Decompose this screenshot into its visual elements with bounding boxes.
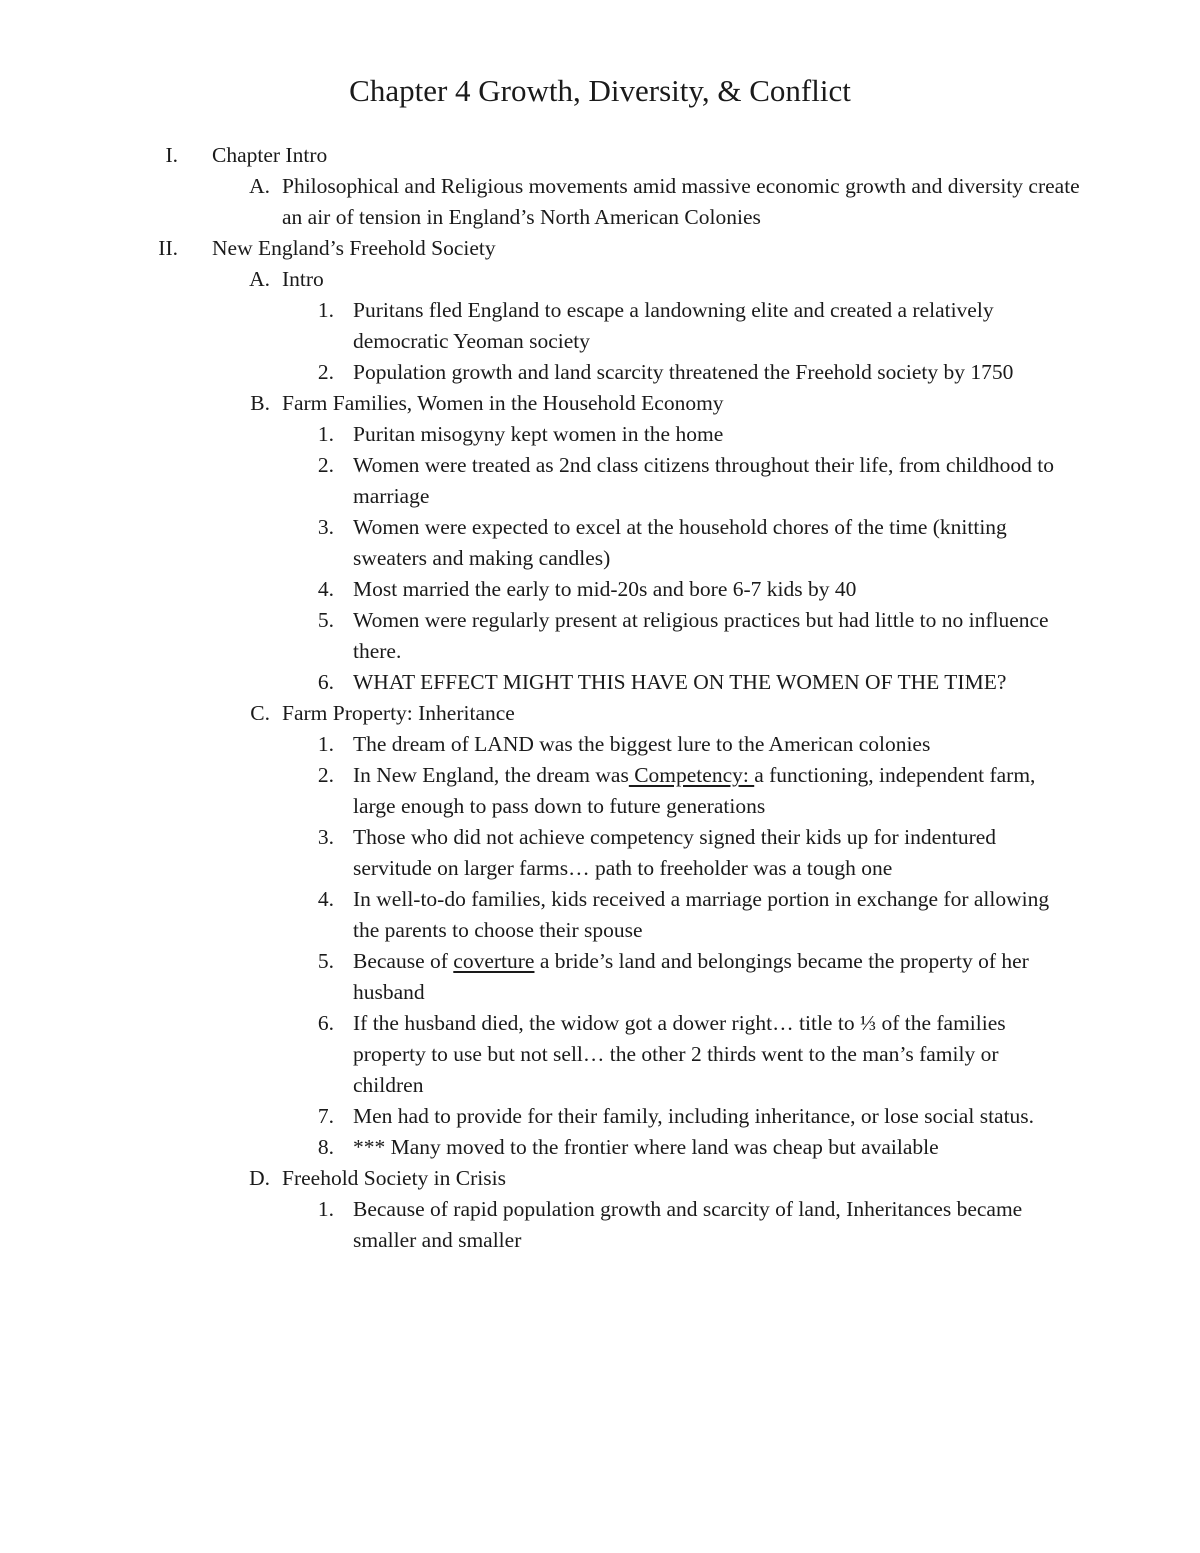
list-item-text: WHAT EFFECT MIGHT THIS HAVE ON THE WOMEN OF THE TIME? — [353, 670, 1007, 694]
outline-marker: II. — [158, 236, 178, 260]
list-item-text — [353, 760, 1065, 822]
list-item-text: Women were treated as 2nd class citizens throughout their life, from childhood to marriage — [353, 453, 1054, 508]
text-run: In New England, the dream was — [353, 763, 629, 787]
outline-marker: C. — [250, 701, 270, 725]
subsection-heading: Farm Families, Women in the Household Economy — [282, 391, 724, 415]
list-item-text: Puritan misogyny kept women in the home — [353, 422, 724, 446]
list-item-text: Because of rapid population growth and scarcity of land, Inheritances became smaller and smaller — [353, 1197, 1023, 1252]
subsection-farm-families — [0, 388, 1200, 419]
list-item — [0, 1132, 1200, 1163]
outline-marker: B. — [250, 391, 270, 415]
list-item-text: Puritans fled England to escape a landowning elite and created a relatively democratic Yeoman society — [353, 298, 994, 353]
subsection-crisis — [0, 1163, 1200, 1194]
list-item-text: Women were regularly present at religious practices but had little to no influence there. — [353, 608, 1049, 663]
outline-marker: 5. — [317, 949, 334, 973]
list-item-text: The dream of LAND was the biggest lure to the American colonies — [353, 732, 931, 756]
outline-marker: 1. — [317, 732, 334, 756]
outline-marker: 5. — [317, 608, 334, 632]
list-item-text: In well-to-do families, kids received a marriage portion in exchange for allowing the parents to choose their spouse — [353, 887, 1050, 942]
outline-marker: I. — [165, 143, 178, 167]
list-item — [0, 295, 1200, 357]
subsection-farm-property — [0, 698, 1200, 729]
subsection-heading: Farm Property: Inheritance — [282, 701, 515, 725]
list-item — [0, 1101, 1200, 1132]
outline-marker: 6. — [317, 1011, 334, 1035]
list-item — [0, 574, 1200, 605]
outline-marker: 4. — [317, 577, 334, 601]
outline-marker: 1. — [317, 298, 334, 322]
section-chapter-intro — [0, 140, 1200, 171]
text-run: a functioning, independent farm, large enough to pass down to future generations — [353, 763, 1036, 818]
subsection-heading: Freehold Society in Crisis — [282, 1166, 506, 1190]
outline-marker: 1. — [317, 422, 334, 446]
list-item-text: *** Many moved to the frontier where land was cheap but available — [353, 1135, 939, 1159]
text-run: Because of — [353, 949, 454, 973]
subsection-item — [0, 171, 1200, 233]
list-item — [0, 1008, 1200, 1101]
list-item — [0, 760, 1200, 822]
list-item-text: Population growth and land scarcity threatened the Freehold society by 1750 — [353, 360, 1014, 384]
subsection-heading: Intro — [282, 267, 324, 291]
list-item — [0, 419, 1200, 450]
outline-marker: 3. — [317, 825, 334, 849]
section-freehold-society — [0, 233, 1200, 264]
outline-marker: A. — [249, 174, 270, 198]
subsection-intro — [0, 264, 1200, 295]
list-item-text: Men had to provide for their family, including inheritance, or lose social status. — [353, 1104, 1035, 1128]
list-item — [0, 884, 1200, 946]
outline-marker: 2. — [317, 763, 334, 787]
outline-marker: D. — [249, 1166, 270, 1190]
outline-marker: 2. — [317, 360, 334, 384]
outline — [0, 140, 1200, 1256]
list-item-text: Those who did not achieve competency signed their kids up for indentured servitude on larger farms… path to freeholder was a tough one — [353, 825, 997, 880]
list-item — [0, 512, 1200, 574]
text-run: a bride’s land and belongings became the property of her husband — [353, 949, 1029, 1004]
section-heading: Chapter Intro — [212, 143, 328, 167]
list-item — [0, 450, 1200, 512]
list-item-text: Women were expected to excel at the household chores of the time (knitting sweaters and making candles) — [353, 515, 1007, 570]
list-item — [0, 822, 1200, 884]
section-heading: New England’s Freehold Society — [212, 236, 496, 260]
list-item — [0, 729, 1200, 760]
outline-marker: A. — [249, 267, 270, 291]
outline-marker: 8. — [317, 1135, 334, 1159]
document-title: Chapter 4 Growth, Diversity, & Conflict — [349, 73, 851, 108]
subsection-text: Philosophical and Religious movements amid massive economic growth and diversity create an air of tension in England’s North American Colonies — [282, 174, 1080, 229]
outline-marker: 6. — [317, 670, 334, 694]
underlined-term: Competency: — [628, 763, 755, 787]
list-item-text — [353, 946, 1065, 1008]
list-item — [0, 1194, 1200, 1256]
underlined-term: coverture — [453, 949, 535, 973]
list-item — [0, 605, 1200, 667]
outline-marker: 3. — [317, 515, 334, 539]
list-item — [0, 357, 1200, 388]
outline-marker: 4. — [317, 887, 334, 911]
outline-marker: 1. — [317, 1197, 334, 1221]
list-item-text: If the husband died, the widow got a dower right… title to ⅓ of the families property to use but not sell… the other 2 thirds went to the man’s family or children — [353, 1011, 1006, 1097]
list-item — [0, 667, 1200, 698]
outline-marker: 2. — [317, 453, 334, 477]
list-item — [0, 946, 1200, 1008]
list-item-text: Most married the early to mid-20s and bore 6-7 kids by 40 — [353, 577, 857, 601]
outline-marker: 7. — [317, 1104, 334, 1128]
